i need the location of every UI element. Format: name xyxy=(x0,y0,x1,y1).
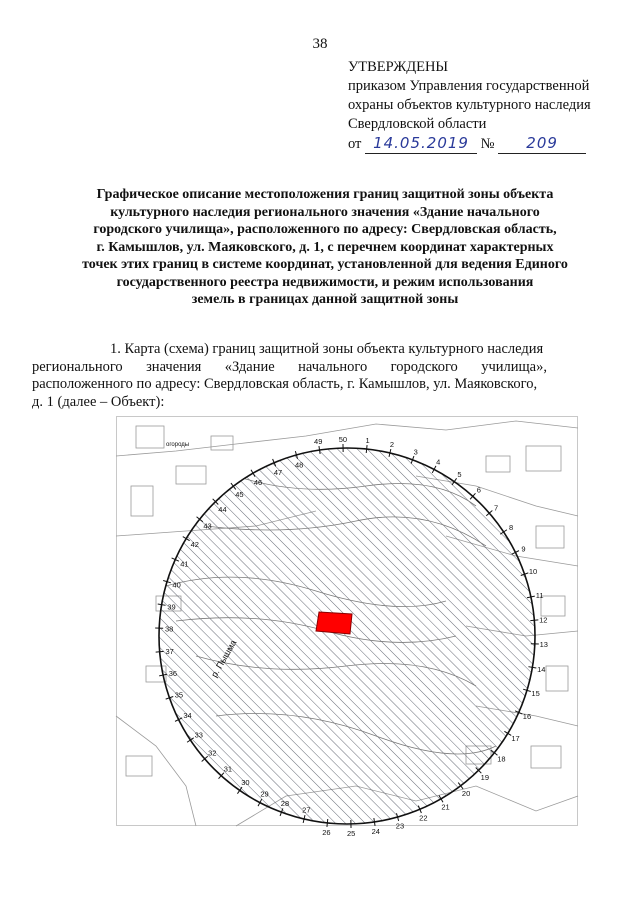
boundary-point-label: 37 xyxy=(165,646,174,656)
section-line: д. 1 (далее – Объект): xyxy=(32,393,165,410)
boundary-point-label: 39 xyxy=(167,602,176,612)
boundary-point-label: 42 xyxy=(190,539,199,549)
boundary-point-label: 34 xyxy=(183,711,192,721)
approval-line-1: приказом Управления государственной xyxy=(348,78,590,94)
boundary-point-label: 9 xyxy=(521,544,526,554)
map-building xyxy=(536,526,564,548)
title-line: Графическое описание местоположения границ защитной зоны объекта xyxy=(96,187,554,202)
word: училища», xyxy=(481,358,547,375)
boundary-point-label: 25 xyxy=(346,828,356,838)
boundary-point-label: 14 xyxy=(537,664,546,674)
title-line: земель в границах данной защитной зоны xyxy=(191,292,459,307)
boundary-point-label: 28 xyxy=(280,798,290,808)
boundary-point-label: 40 xyxy=(172,580,181,590)
document-title xyxy=(70,186,580,309)
map-building xyxy=(486,456,510,472)
boundary-point-label: 2 xyxy=(389,440,395,450)
boundary-point-label: 22 xyxy=(419,813,428,823)
boundary-point-label: 33 xyxy=(194,730,203,740)
map-building xyxy=(176,466,206,484)
boundary-point-label: 50 xyxy=(338,435,348,445)
map-building xyxy=(541,596,565,616)
boundary-point-label: 27 xyxy=(302,805,311,815)
boundary-point-label: 8 xyxy=(508,522,514,532)
boundary-point-label: 5 xyxy=(457,470,462,480)
boundary-point-label: 18 xyxy=(497,754,506,764)
map-street-line xyxy=(116,716,196,826)
boundary-point-label: 19 xyxy=(480,772,490,782)
map-building xyxy=(126,756,152,776)
heritage-object xyxy=(316,612,352,634)
boundary-point-label: 1 xyxy=(365,436,370,446)
title-line: культурного наследия регионального значения «Здание начального xyxy=(110,204,540,220)
boundary-point-label: 48 xyxy=(294,460,304,470)
map-svg xyxy=(116,416,578,838)
section-line-justified xyxy=(32,359,547,377)
approval-date-row xyxy=(348,134,618,154)
boundary-point-label: 12 xyxy=(539,615,548,625)
boundary-point-label: 4 xyxy=(436,457,441,467)
boundary-point-label: 31 xyxy=(223,764,233,774)
boundary-point-label: 36 xyxy=(168,669,178,679)
boundary-point-tick xyxy=(156,651,164,652)
map-building xyxy=(136,426,164,448)
approval-heading: УТВЕРЖДЕНЫ xyxy=(348,59,449,75)
boundary-point-label: 29 xyxy=(260,789,269,799)
order-date: 14.05.2019 xyxy=(365,134,477,154)
word: «Здание xyxy=(224,358,275,375)
boundary-point-label: 45 xyxy=(235,490,244,500)
title-line: государственного реестра недвижимости, и режим использования xyxy=(116,274,534,290)
boundary-point-label: 23 xyxy=(395,821,405,831)
street-label: огороды xyxy=(166,442,190,448)
boundary-point-label: 7 xyxy=(494,503,499,513)
approval-line-2: охраны объектов культурного наследия xyxy=(348,97,591,113)
river-label: р. Пышма xyxy=(209,638,239,679)
boundary-point-label: 6 xyxy=(476,485,481,495)
boundary-point-label: 24 xyxy=(371,826,380,836)
title-line: точек этих границ в системе координат, установленной для ведения Единого xyxy=(82,257,568,272)
page-number: 38 xyxy=(312,36,328,52)
approval-block xyxy=(348,58,618,154)
boundary-point-label: 41 xyxy=(180,559,189,569)
word: городского xyxy=(390,358,458,375)
protection-zone-map xyxy=(116,416,578,838)
boundary-point-label: 21 xyxy=(441,802,450,812)
boundary-point-label: 43 xyxy=(203,521,212,531)
boundary-point-label: 13 xyxy=(539,640,548,650)
boundary-point-label: 46 xyxy=(253,477,263,487)
boundary-point-label: 30 xyxy=(241,778,250,788)
boundary-point-label: 49 xyxy=(314,437,323,447)
title-line: городского училища», расположенного по адресу: Свердловская область, xyxy=(93,222,557,237)
title-line: г. Камышлов, ул. Маяковского, д. 1, с перечнем координат характерных xyxy=(96,239,554,255)
boundary-point-label: 47 xyxy=(273,467,283,477)
boundary-point-tick xyxy=(530,620,538,621)
approval-line-3: Свердловской области xyxy=(348,116,487,132)
word: регионального xyxy=(32,358,123,375)
boundary-point-label: 26 xyxy=(322,827,331,837)
boundary-point-label: 10 xyxy=(528,567,538,577)
map-building xyxy=(526,446,561,471)
section-1-text xyxy=(32,341,612,411)
date-prefix: от xyxy=(348,136,362,152)
word: значения xyxy=(146,358,202,375)
map-building xyxy=(531,746,561,768)
boundary-point-label: 35 xyxy=(174,690,184,700)
boundary-point-label: 15 xyxy=(531,688,540,698)
number-prefix: № xyxy=(480,136,495,152)
map-building xyxy=(546,666,568,691)
boundary-point-label: 44 xyxy=(218,504,227,514)
section-line: 1. Карта (схема) границ защитной зоны объекта культурного наследия xyxy=(110,341,544,357)
boundary-point-label: 17 xyxy=(511,734,520,744)
order-number: 209 xyxy=(498,134,586,154)
boundary-point-label: 38 xyxy=(164,624,174,634)
boundary-point-label: 16 xyxy=(522,712,532,722)
map-building xyxy=(131,486,153,516)
boundary-point-label: 20 xyxy=(461,788,471,798)
boundary-point-label: 32 xyxy=(208,748,217,758)
word: начального xyxy=(298,358,368,375)
map-building xyxy=(211,436,233,450)
section-line: расположенного по адресу: Свердловская область, г. Камышлов, ул. Маяковского, xyxy=(32,376,538,392)
boundary-point-label: 11 xyxy=(535,591,544,601)
boundary-point-label: 3 xyxy=(413,447,418,457)
